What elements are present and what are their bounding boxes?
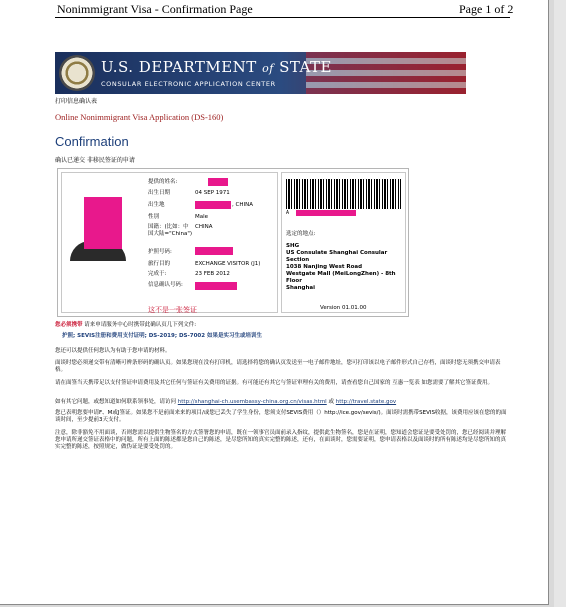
photo-redaction bbox=[84, 197, 122, 249]
consulate-link[interactable]: http://shanghai-ch.usembassy-china.org.cn/visas.html bbox=[177, 399, 327, 405]
notice-line: 您必须携带 请来申请服务中心时携带此确认页几下列文件: bbox=[55, 322, 197, 328]
field-value-purpose: EXCHANGE VISITOR (J1) bbox=[195, 261, 261, 267]
paragraph-fees: 请在面签当天携带足以支付签证申请费用及其它任何与签证有关费用的证据。有可能还有其它与签证审理有关的费用，请查看您自己国家的 互惠一览表 如您需要了解其它签证费用。 bbox=[55, 380, 494, 386]
field-label-nationality: 国籍：(比如：中国大陆="China") bbox=[148, 224, 193, 237]
print-note: 打印信息确认表 bbox=[55, 98, 98, 105]
confirmation-box bbox=[57, 168, 409, 317]
paragraph-declaration: 注意，除非豁免不用面谈，否则您需以提供生物签名的方式签署您的申请，既在一领事官员面前录入指纹，提供此生物签名，您是在证明，您知道会您证是要受处罚的，您已经阅读并理解您申请所递交签证表格中的问题，所有上面的陈述都是您自己的陈述，是尽您所知的真实完整的陈述，还有，在面谈时，您需要证明，您申请表格以及面谈时的所有陈述均是尽您所知的真实完整的陈述，按照规定，做伪证是要受处罚的。 bbox=[55, 430, 507, 450]
seal-icon bbox=[59, 55, 95, 91]
field-value-sex: Male bbox=[195, 214, 209, 220]
barcode-graphic bbox=[286, 179, 401, 209]
barcode-text: A bbox=[286, 210, 290, 216]
location-label: 选定的地点: bbox=[286, 231, 316, 237]
field-label-dob: 出生日期 bbox=[148, 190, 171, 196]
state-department-banner bbox=[55, 52, 466, 94]
not-a-visa-warning: 这不是一张签证 bbox=[148, 306, 197, 314]
field-label-passport: 护照号码: bbox=[148, 249, 172, 255]
barcode-panel bbox=[281, 172, 406, 313]
subtitle: 确认已递交 非移民签证的申请 bbox=[55, 157, 135, 164]
paragraph-contact: 如有其它问题，或想知道如何联系领事处，请访问 http://shanghai-ch.usembassy-china.org.cn/visas.html 或 http://travel.state.gov bbox=[55, 399, 397, 405]
field-value-dob: 04 SEP 1971 bbox=[195, 190, 230, 196]
location-address: SHG US Consulate Shanghai Consular Section 1038 Nanjing West Road Westgate Mall (MeiLongZhen) - 8th Floor Shanghai bbox=[286, 243, 396, 291]
redaction-confirmation-no bbox=[195, 282, 237, 290]
field-value-nationality: CHINA bbox=[195, 224, 213, 230]
field-label-sex: 性别 bbox=[148, 214, 160, 220]
field-value-birthplace: , CHINA bbox=[232, 202, 253, 208]
required-documents: 护照; SEVIS注册和费用支付证明; DS-2019; DS-7002 如果是实习生或培训生 bbox=[62, 333, 262, 339]
field-label-name: 提供的姓名: bbox=[148, 179, 178, 185]
page-number: Page 1 of 2 bbox=[459, 2, 514, 16]
paragraph-printing: 面谈时您必须递交带有清晰可辨条形码的确认页。如果您现在没有打印机，请选择将您的确认页发送至一电子邮件地址，您可打印该以电子邮件形式自己存档，面谈时您无须携交申请表格。 bbox=[55, 360, 501, 373]
travel-link[interactable]: http://travel.state.gov bbox=[335, 399, 397, 405]
field-value-completed: 23 FEB 2012 bbox=[195, 271, 230, 277]
paragraph-sevis: 您已表明您要申请F、M或J签证。如果您不是前面来来的项目/或您已丢失了学生身份，您须支付SEVIS费用（）http://ice.gov/sevis/)。面谈时需携带SEVIS收据，该费用应该在您的的面谈时间，至少提前3天支付。 bbox=[55, 410, 507, 423]
field-label-confirmation-no: 信息确认号码: bbox=[148, 282, 183, 288]
field-label-completed: 完成于: bbox=[148, 271, 167, 277]
ceac-label: CONSULAR ELECTRONIC APPLICATION CENTER bbox=[101, 80, 276, 88]
applicant-panel bbox=[61, 172, 278, 313]
redaction-birthplace bbox=[195, 201, 231, 209]
scrollbar[interactable] bbox=[554, 0, 566, 607]
form-title: Online Nonimmigrant Visa Application (DS-160) bbox=[55, 112, 224, 122]
redaction-barcode-number bbox=[296, 210, 356, 216]
department-name: U.S. DEPARTMENT of STATE bbox=[101, 58, 333, 76]
header-title: Nonimmigrant Visa - Confirmation Page bbox=[57, 2, 253, 16]
page-title: Confirmation bbox=[55, 134, 129, 149]
field-label-purpose: 旅行目的 bbox=[148, 261, 171, 267]
applicant-photo bbox=[66, 191, 130, 261]
redaction-name bbox=[208, 178, 228, 186]
header-divider bbox=[55, 17, 510, 18]
paragraph-supporting: 您还可以提供任何您认为有助于您申请的材料。 bbox=[55, 348, 171, 354]
field-label-birthplace: 出生地 bbox=[148, 202, 165, 208]
version-label: Version 01.01.00 bbox=[320, 305, 367, 311]
redaction-passport bbox=[195, 247, 233, 255]
